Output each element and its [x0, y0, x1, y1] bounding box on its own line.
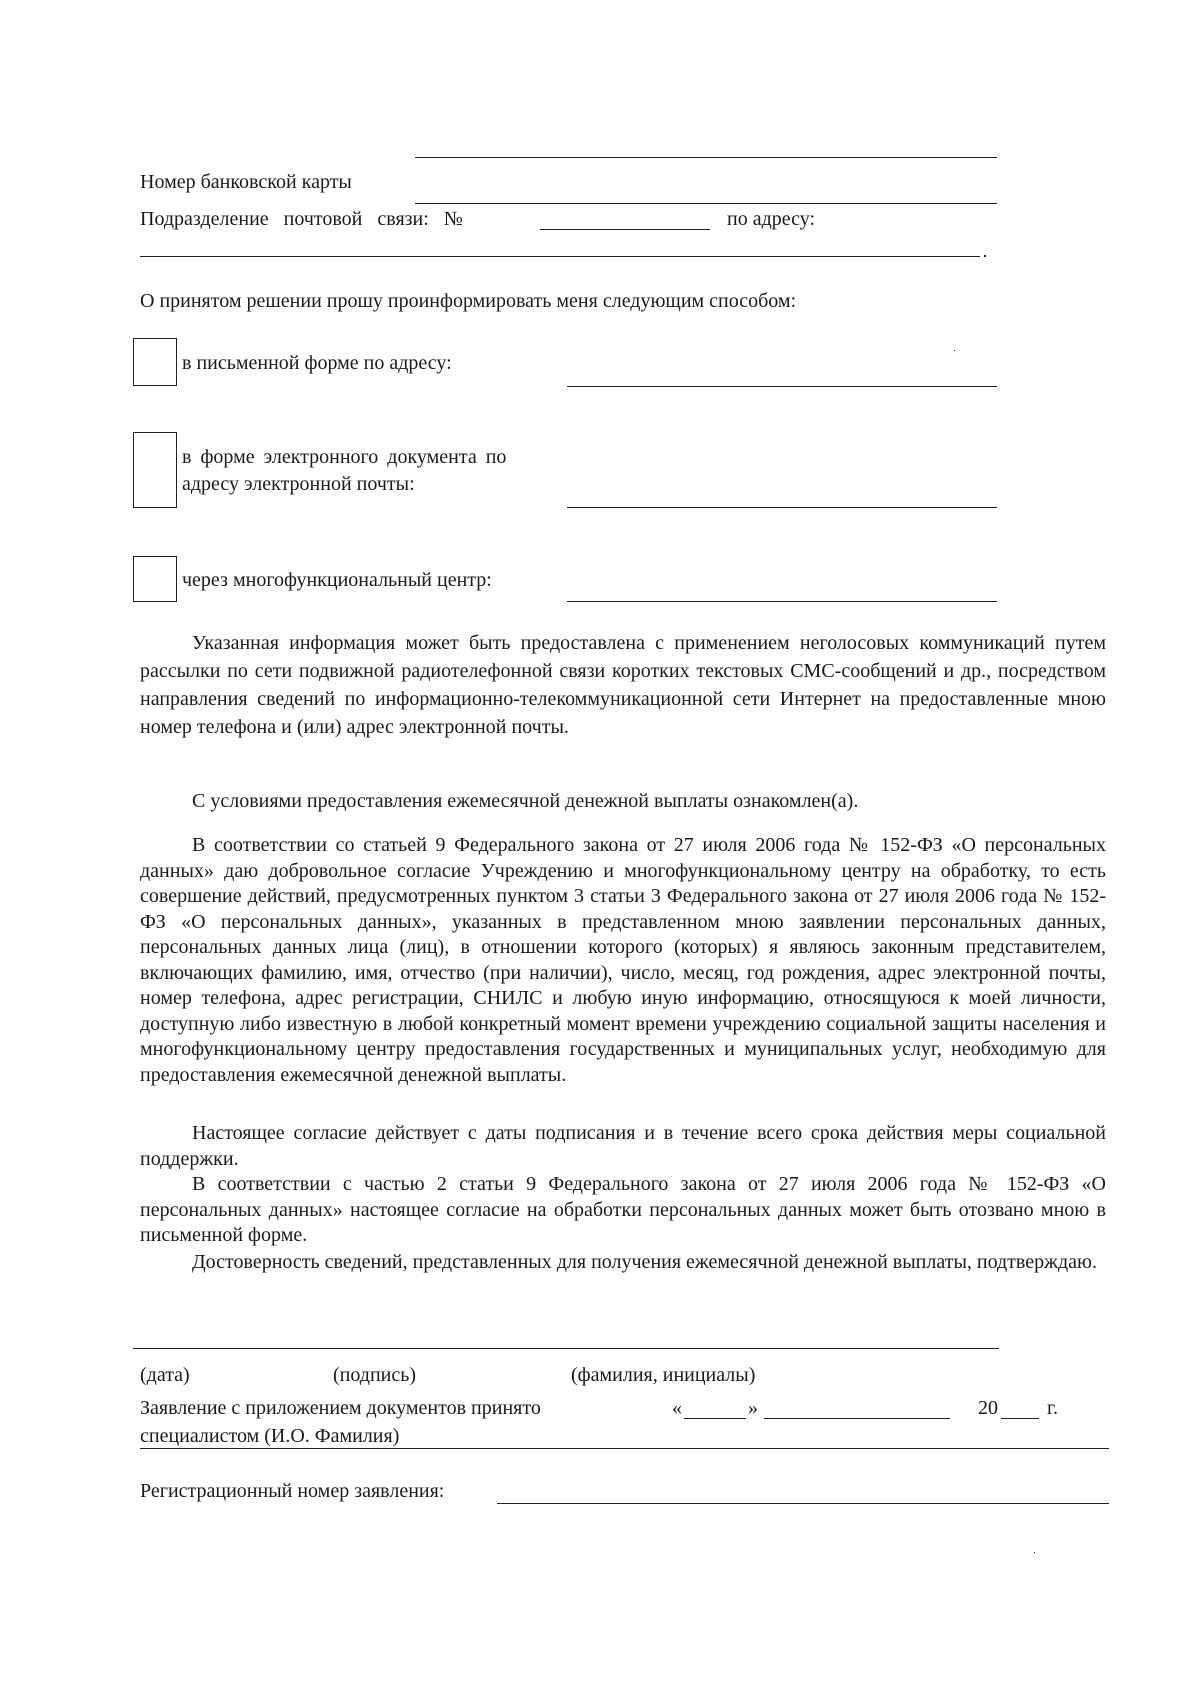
signature-name-label: (фамилия, инициалы) — [571, 1364, 756, 1386]
option-mfc-input[interactable] — [567, 576, 997, 600]
validity-paragraph — [140, 1121, 1106, 1172]
bank-card-input[interactable] — [415, 176, 997, 200]
post-office-number-line — [540, 229, 710, 230]
address-input-line — [140, 256, 980, 257]
signature-sign-label: (подпись) — [333, 1364, 417, 1386]
conditions-paragraph — [140, 788, 1106, 814]
acceptance-quote-close: » — [748, 1397, 758, 1419]
option-written-label: в письменной форме по адресу: — [182, 352, 452, 374]
acceptance-year-prefix: 20 — [978, 1397, 998, 1419]
acceptance-month-line[interactable] — [764, 1418, 950, 1419]
conditions-text: С условиями предоставления ежемесячной денежной выплаты ознакомлен(а). — [192, 790, 859, 812]
info-text: Указанная информация может быть предоставлена с применением неголосовых коммуникаций путем рассылки по сети подвижной радиотелефонной связи коротких текстовых СМС-сообщений и др., посредством направления сведений по информационно-телекоммуникационной сети Интернет на предоставленные мною номер телефона и (или) адрес электронной почты. — [140, 632, 1106, 738]
post-office-label: Подразделение почтовой связи: № — [140, 208, 463, 230]
acceptance-underline — [140, 1448, 1109, 1449]
acceptance-day-line[interactable] — [684, 1418, 746, 1419]
notify-intro: О принятом решении прошу проинформировать меня следующим способом: — [140, 290, 797, 312]
consent-paragraph — [140, 833, 1106, 1088]
consent-text: В соответствии со статьей 9 Федерального закона от 27 июля 2006 года № 152-ФЗ «О персональных данных» даю добровольное согласие Учреждению и многофункциональному центру на обработку, то есть совершение действий, предусмотренных пунктом 3 статьи 3 Федерального закона от 27 июля 2006 года № 152-ФЗ «О персональных данных», указанных в представленном мною заявлении персональных данных, персональных данных лица (лиц), в отношении которого (которых) я являюсь законным представителем, включающих фамилию, имя, отчество (при наличии), число, месяц, год рождения, адрес электронной почты, номер телефона, адрес регистрации, СНИЛС и любую иную информацию, относящуюся к моей личности, доступную либо известную в любой конкретный момент времени учреждению социальной защиты населения и многофункциональному центру предоставления государственных и муниципальных услуг, необходимую для предоставления ежемесячной денежной выплаты. — [140, 834, 1106, 1086]
accuracy-paragraph — [140, 1250, 1106, 1276]
registration-input[interactable] — [497, 1479, 1109, 1503]
acceptance-quote-open: « — [672, 1397, 682, 1419]
accuracy-text: Достоверность сведений, представленных для получения ежемесячной денежной выплаты, подтверждаю. — [192, 1251, 1097, 1273]
option-mfc-label: через многофункциональный центр: — [182, 569, 492, 591]
option-email-checkbox[interactable] — [133, 432, 177, 508]
signature-date-label: (дата) — [140, 1364, 190, 1386]
acceptance-year-suffix: г. — [1047, 1397, 1058, 1419]
registration-input-line — [497, 1503, 1109, 1504]
scan-speck — [1034, 1552, 1035, 1553]
option-written-input-line — [567, 386, 997, 387]
option-email-input-line — [567, 507, 997, 508]
scan-speck — [954, 350, 955, 351]
info-paragraph — [140, 629, 1106, 741]
revocation-text: В соответствии с частью 2 статьи 9 Федерального закона от 27 июля 2006 года № 152-ФЗ «О персональных данных» настоящее согласие на обработки персональных данных может быть отозвано мною в письменной форме. — [140, 1173, 1106, 1246]
revocation-paragraph — [140, 1172, 1106, 1249]
post-office-number-input[interactable] — [540, 207, 710, 231]
option-mfc-checkbox[interactable] — [133, 556, 177, 602]
address-input[interactable] — [140, 232, 980, 256]
option-written-checkbox[interactable] — [133, 338, 177, 386]
bank-card-input-line — [415, 203, 997, 204]
acceptance-text-line2: специалистом (И.О. Фамилия) — [140, 1425, 400, 1447]
option-mfc-input-line — [567, 601, 997, 602]
acceptance-year-line[interactable] — [1001, 1418, 1039, 1419]
option-email-label-line1: в форме электронного документа по — [182, 446, 507, 468]
bank-card-label: Номер банковской карты — [140, 171, 352, 193]
top-line — [415, 157, 997, 158]
option-written-input[interactable] — [567, 360, 997, 384]
option-email-label-line2: адресу электронной почты: — [182, 473, 415, 495]
validity-text: Настоящее согласие действует с даты подписания и в течение всего срока действия меры социальной поддержки. — [140, 1122, 1106, 1170]
option-email-input[interactable] — [567, 482, 997, 506]
post-office-address-label: по адресу: — [727, 208, 816, 230]
acceptance-text-line1: Заявление с приложением документов принято — [140, 1397, 541, 1419]
address-end-dot — [984, 255, 986, 257]
signature-line — [133, 1348, 999, 1349]
registration-label: Регистрационный номер заявления: — [140, 1480, 445, 1502]
